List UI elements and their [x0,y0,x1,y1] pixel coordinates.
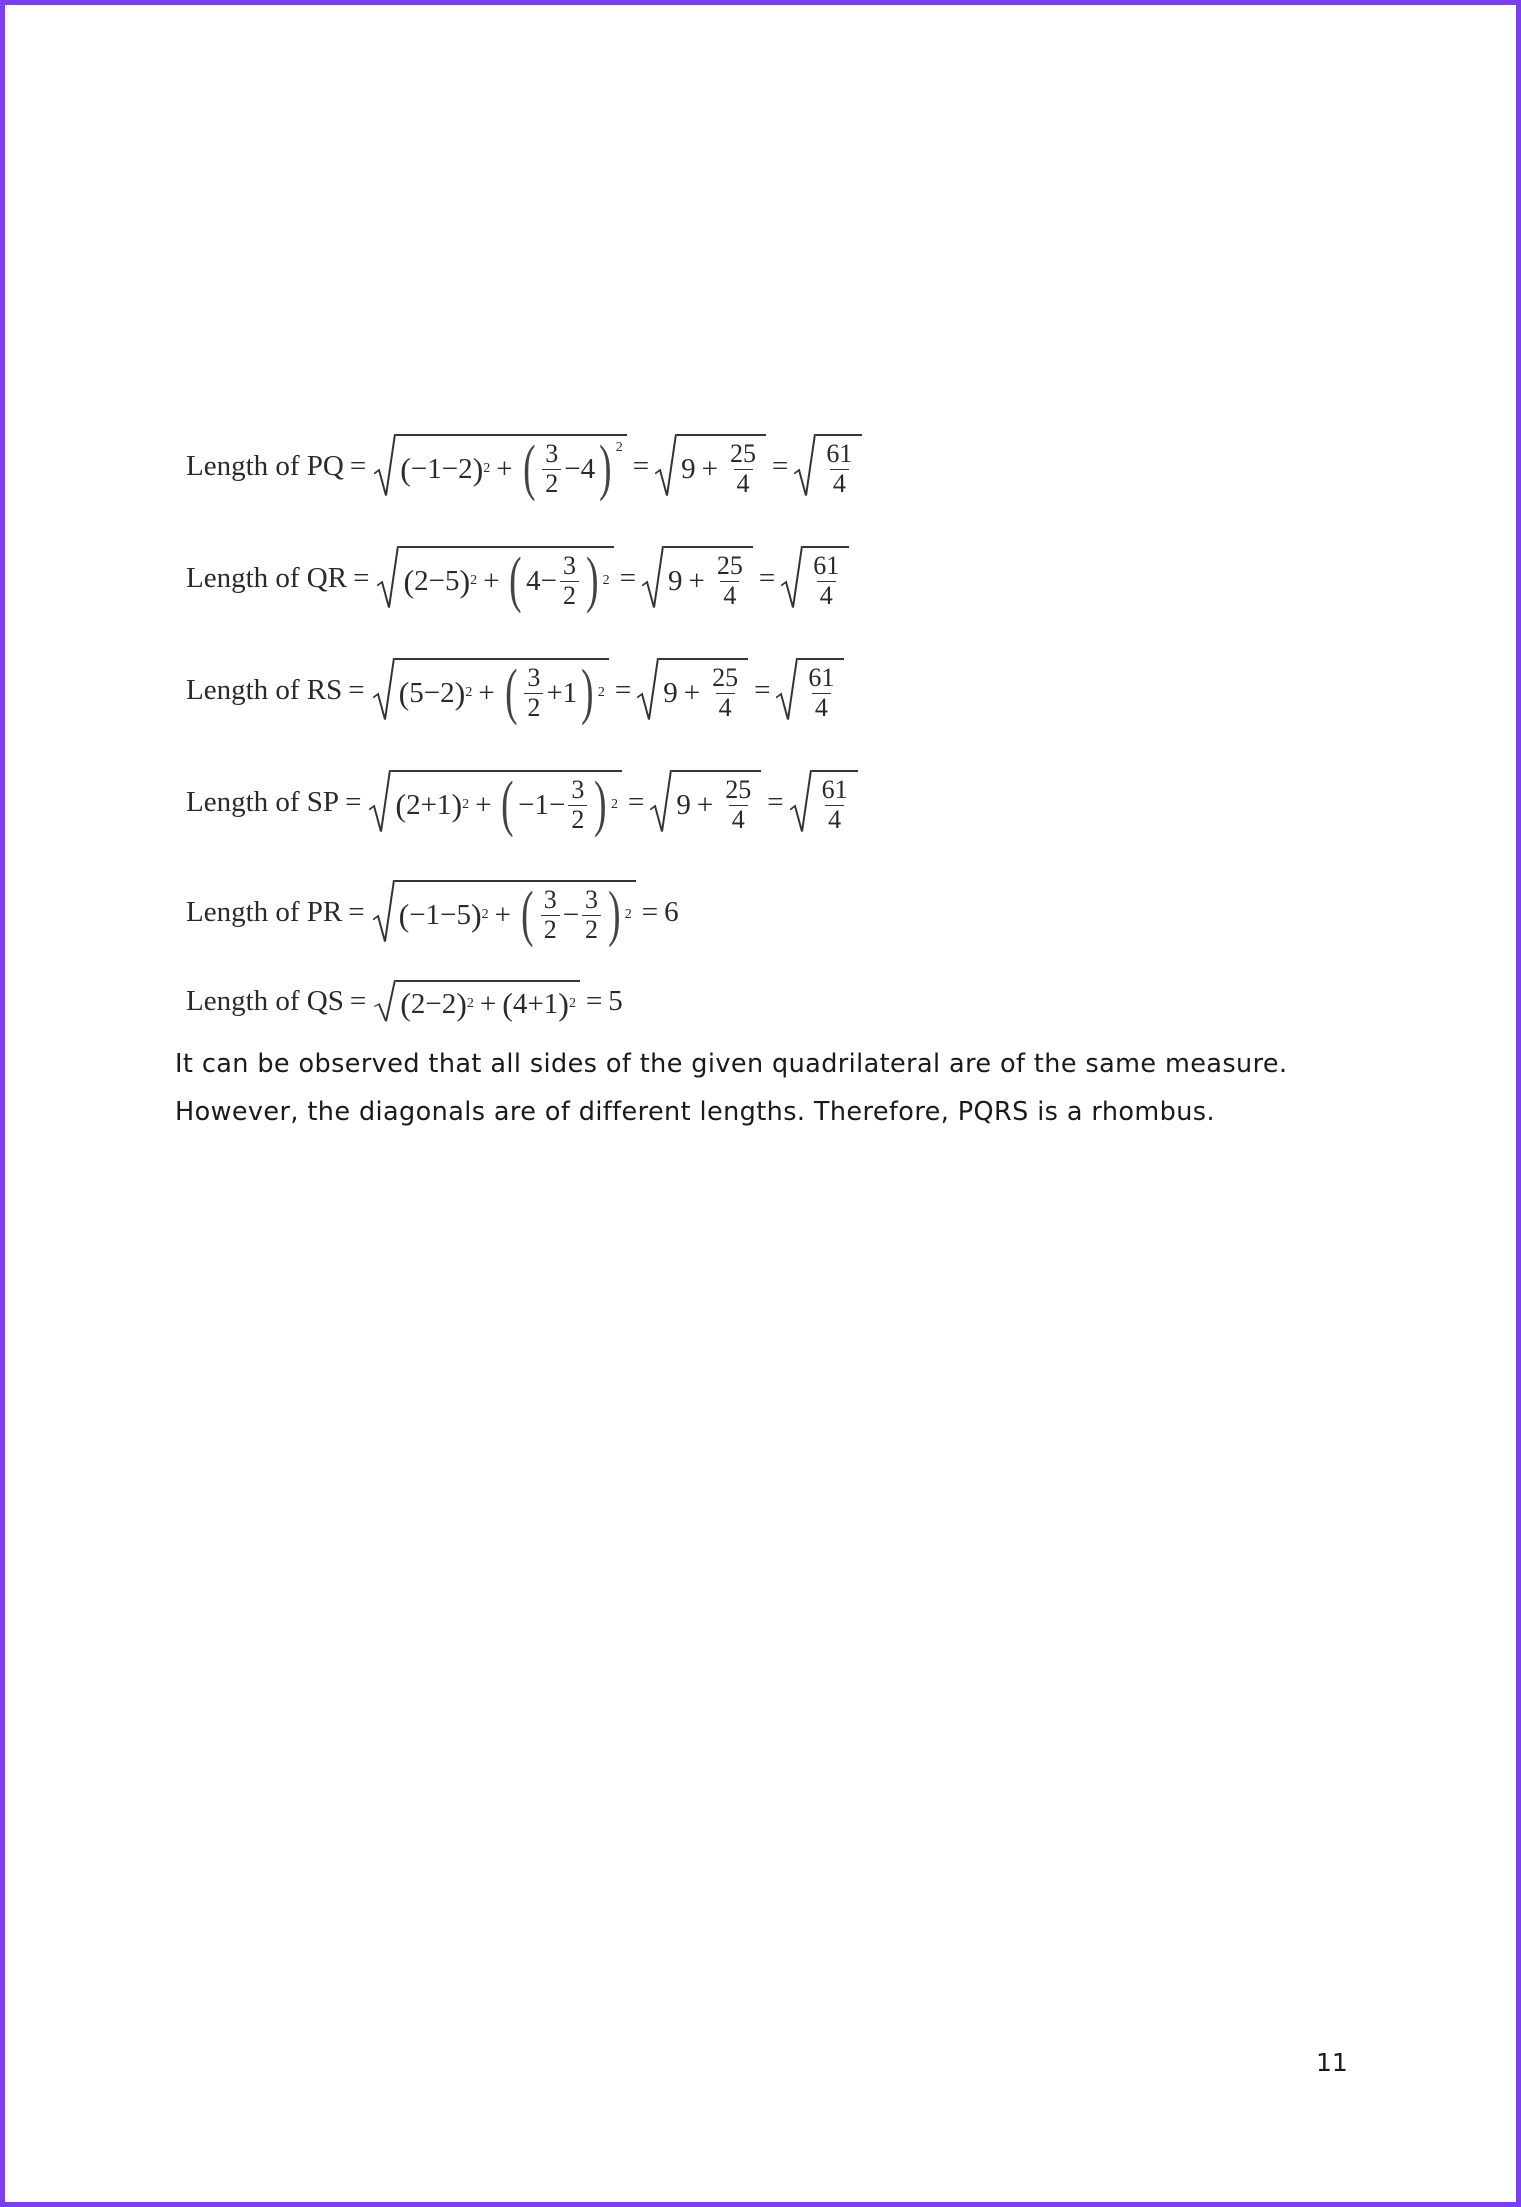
equation-label: Length of QS [186,984,344,1017]
conclusion-paragraph [175,1040,1375,1136]
equation-qs: Length of QS = ( 2−2 ) 2 + ( 4+1 ) 2 = 5 [186,966,862,1036]
radical: ( −1−2 ) 2 + ( $\frac{3}{2}$ −4 ) $^2$ [374,434,627,498]
equation-block [186,410,862,1036]
equation-label: Length of QR [186,561,348,594]
equation-label: Length of PQ [186,449,344,482]
page-number: 11 [1316,2048,1348,2077]
equation-rs: Length of RS = ( 5−2 ) 2 + ( $\frac{3}{2}$ +1 ) 2 = 9 + $\frac{25}{4}$ = $\frac{61}{4}$ [186,634,862,746]
paragraph-line: However, the diagonals are of different lengths. Therefore, PQRS is a rhombus. [175,1097,1215,1127]
equation-sp: Length of SP = ( 2+1 ) 2 + ( −1− $\frac{3}{2}$ ) 2 = 9 + $\frac{25}{4}$ = $\frac{61}{4}$ [186,746,862,858]
equation-label: Length of PR [186,895,343,928]
equation-label: Length of RS [186,673,343,706]
equation-result: 5 [608,984,623,1017]
paragraph-line: It can be observed that all sides of the given quadrilateral are of the same measure. [175,1049,1288,1079]
equation-pq: Length of PQ = ( −1−2 ) 2 + ( $\frac{3}{2}$ −4 ) $^2$ = 9 + $\frac{25}{4}$ = $\frac{61}{4}$ [186,410,862,522]
equation-pr: Length of PR = ( −1−5 ) 2 + ( $\frac{3}{2}$ − $\frac{3}{2}$ ) 2 = 6 [186,880,679,949]
equation-label: Length of SP [186,785,340,818]
equation-result: 6 [664,895,679,928]
equation-qr: Length of QR = ( 2−5 ) 2 + ( 4− $\frac{3}{2}$ ) 2 = 9 + $\frac{25}{4}$ = $\frac{61}{4}$ [186,522,862,634]
